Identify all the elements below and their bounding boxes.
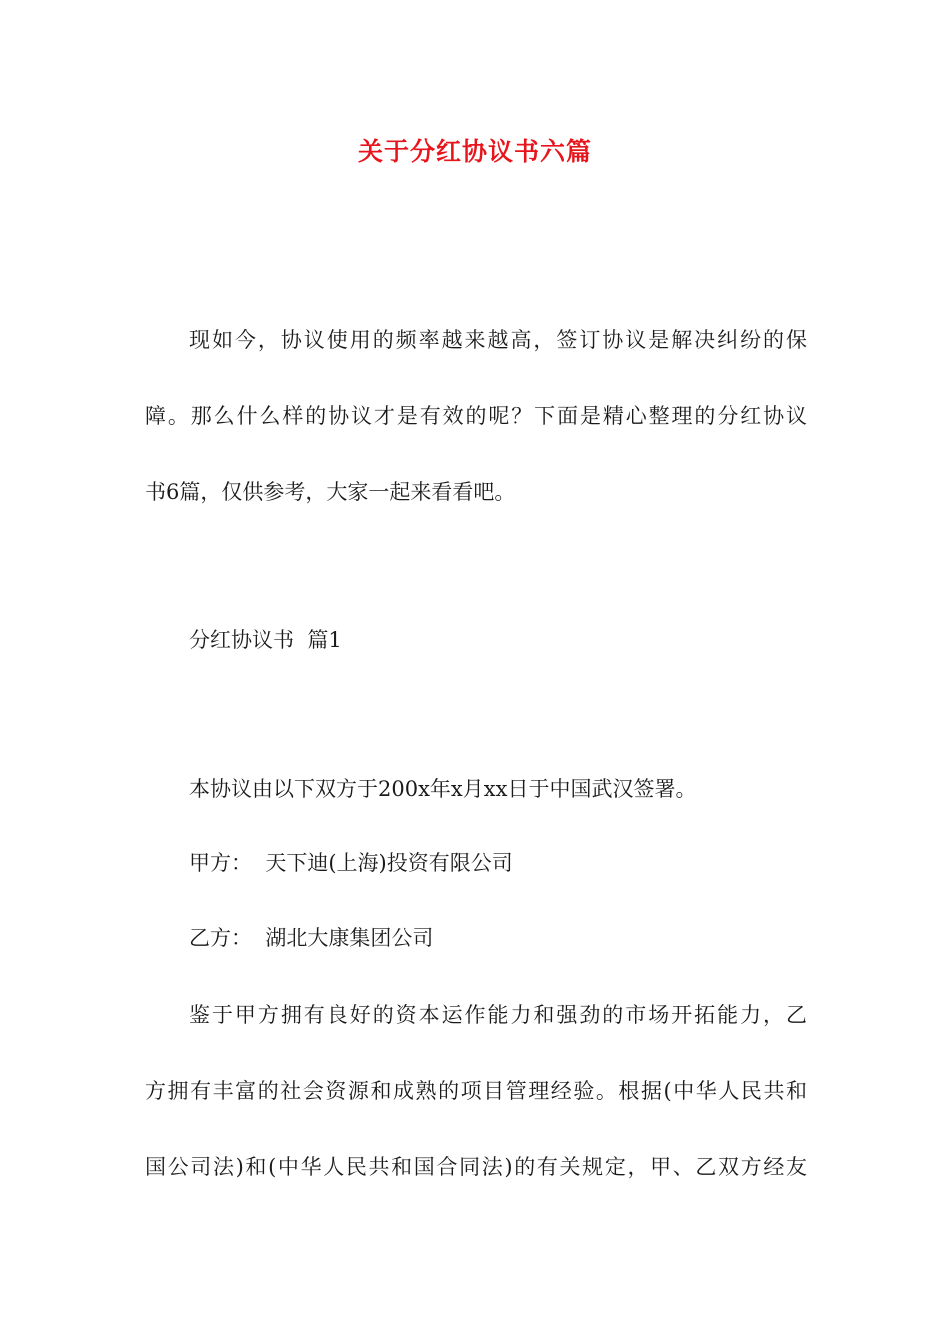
recital-paragraph xyxy=(145,977,807,1205)
intro-line-3: 书6篇，仅供参考，大家一起来看看吧。 xyxy=(145,480,516,504)
recital-line-1: 鉴于甲方拥有良好的资本运作能力和强劲的市场开拓能力，乙 xyxy=(189,1003,807,1027)
intro-paragraph xyxy=(145,302,807,530)
document-title: 关于分红协议书六篇 xyxy=(357,137,592,166)
recital-line-3: 国公司法)和(中华人民共和国合同法)的有关规定，甲、乙双方经友 xyxy=(145,1155,807,1179)
signing-statement: 本协议由以下双方于200x年x月xx日于中国武汉签署。 xyxy=(189,777,697,801)
section-heading: 分红协议书 篇1 xyxy=(189,628,342,652)
party-a: 甲方： 天下迪(上海)投资有限公司 xyxy=(189,851,513,875)
party-b: 乙方： 湖北大康集团公司 xyxy=(189,926,434,950)
recital-line-2: 方拥有丰富的社会资源和成熟的项目管理经验。根据(中华人民共和 xyxy=(145,1079,807,1103)
intro-line-1: 现如今，协议使用的频率越来越高，签订协议是解决纠纷的保 xyxy=(189,328,807,352)
intro-line-2: 障。那么什么样的协议才是有效的呢？下面是精心整理的分红协议 xyxy=(145,404,807,428)
